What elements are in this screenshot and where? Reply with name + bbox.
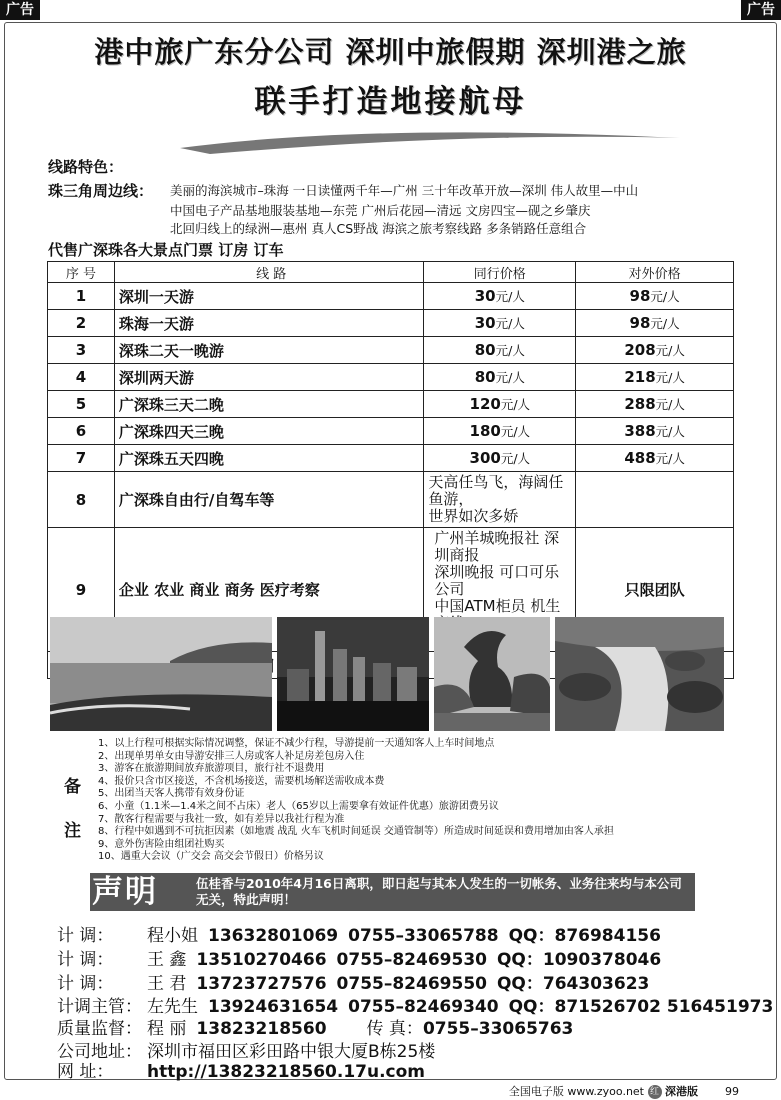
table-row — [48, 310, 734, 337]
contact-row: 计 调： 程小姐 13632801069 0755–33065788 QQ：876984156 — [57, 926, 661, 946]
note-item: 4、报价只含市区接送，不含机场接送，需要机场解送需收成本费 — [98, 775, 385, 787]
row-no: 9 — [48, 528, 115, 652]
row-public-price: 218元/人 — [576, 364, 734, 391]
row-public-price: 208元/人 — [576, 337, 734, 364]
row-note: 广州羊城晚报社 深圳商报 深圳晚报 可口可乐公司 中国ATM柜员 机生 — [424, 528, 576, 652]
declaration-title: 声明 — [92, 874, 158, 910]
headline-companies: 港中旅广东分公司 深圳中旅假期 深圳港之旅 — [94, 35, 687, 69]
address-row: 公司地址： 深圳市福田区彩田路中银大厦B栋25楼 — [57, 1042, 436, 1062]
row-no: 7 — [48, 445, 115, 472]
quality-supervision-row: 质量监督： 程 丽 13823218560 传 真：0755–33065763 — [57, 1019, 574, 1039]
header-peer-price: 同行价格 — [424, 262, 576, 283]
features-label: 珠三角周边线： — [48, 182, 154, 200]
row-route: 企业 农业 商业 商务 医疗考察 — [114, 528, 423, 652]
page-number: 99 — [725, 1085, 739, 1098]
row-peer-price: 30元/人 — [424, 310, 576, 337]
edition-logo-icon: 红 — [648, 1085, 662, 1099]
table-row — [48, 445, 734, 472]
ad-tag-left: 广告 — [0, 0, 40, 20]
note-item: 8、行程中如遇到不可抗拒因素（如地震 战乱 火车飞机时间延误 交通管制等）所造成时间延误和费用增加由客人承担 — [98, 826, 614, 838]
note-item: 5、出团当天客人携带有效身份证 — [98, 788, 245, 800]
headline-swoosh-decoration — [170, 118, 690, 158]
website-row: 网 址： http://13823218560.17u.com — [57, 1062, 426, 1082]
headline-slogan: 联手打造地接航母 — [254, 84, 527, 120]
row-peer-price: 120元/人 — [424, 391, 576, 418]
row-peer-price: 180元/人 — [424, 418, 576, 445]
header-public-price: 对外价格 — [576, 262, 734, 283]
row-route: 广深珠自由行/自驾车等 — [114, 472, 423, 528]
row-route: 深圳一天游 — [114, 283, 423, 310]
row-peer-price: 300元/人 — [424, 445, 576, 472]
row-peer-price: 80元/人 — [424, 364, 576, 391]
row-route: 深珠二天一晚游 — [114, 337, 423, 364]
row-route: 珠海一天游 — [114, 310, 423, 337]
row-route: 广深珠三天二晚 — [114, 391, 423, 418]
row-no: 8 — [48, 472, 115, 528]
website-link[interactable]: http://13823218560.17u.com — [147, 1062, 426, 1082]
row-public-price: 只限团队 — [576, 528, 734, 652]
contact-row: 计 调： 王 君 13723727576 0755–82469550 QQ：764303623 — [57, 974, 650, 994]
row-no: 2 — [48, 310, 115, 337]
row-route: 广深珠五天四晚 — [114, 445, 423, 472]
contact-row: 计调主管： 左先生 13924631654 0755–82469340 QQ：871526702 516451973 — [57, 997, 774, 1017]
contact-row: 计 调： 王 鑫 13510270466 0755–82469530 QQ：1090378046 — [57, 950, 662, 970]
row-no: 1 — [48, 283, 115, 310]
table-row — [48, 283, 734, 310]
note-item: 9、意外伤害险由组团社购买 — [98, 838, 225, 850]
header-no: 序 号 — [48, 262, 115, 283]
table-row — [48, 364, 734, 391]
table-row — [48, 337, 734, 364]
page-footer: 全国电子版 www.zyoo.net 红 深港版 99 — [508, 1085, 739, 1098]
note-item: 7、散客行程需要与我社一致，如有差异以我社行程为准 — [98, 813, 345, 825]
row-note: 天高任鸟飞，海阔任鱼游， 世界如次多娇 — [424, 472, 576, 528]
note-item: 6、小童（1.1米—1.4米之间不占床）老人（65岁以上需要拿有效证件优惠）旅游团费另议 — [98, 800, 499, 812]
agency-services: 代售广深珠各大景点门票 订房 订车 — [48, 241, 284, 259]
note-item: 1、以上行程可根据实际情况调整，保证不减少行程，导游提前一天通知客人上车时间地点 — [98, 738, 495, 749]
notes-mark-2: 注 — [64, 821, 81, 841]
row-public-price: 98元/人 — [576, 310, 734, 337]
city-night-photo — [277, 617, 429, 731]
ad-tag-right: 广告 — [741, 0, 781, 20]
feature-line: 中国电子产品基地服装基地—东莞 广州后花园—清远 文房四宝—砚之乡肇庆 — [170, 203, 591, 218]
declaration-text: 伍桂香与2010年4月16日离职，即日起与其本人发生的一切帐务、业务往来均与本公司无关，特此声明！ — [196, 876, 682, 907]
row-route: 深圳两天游 — [114, 364, 423, 391]
row-no: 3 — [48, 337, 115, 364]
notes-list — [98, 738, 614, 864]
row-peer-price: 80元/人 — [424, 337, 576, 364]
row-public-price — [576, 472, 734, 528]
note-item: 10、遇重大会议（广交会 高交会节假日）价格另议 — [98, 851, 324, 863]
row-no: 5 — [48, 391, 115, 418]
header-route: 线 路 — [114, 262, 423, 283]
features-title: 线路特色： — [48, 158, 124, 176]
row-no: 4 — [48, 364, 115, 391]
feature-line: 北回归线上的绿洲—惠州 真人CS野战 海滨之旅考察线路 多条销路任意组合 — [170, 221, 587, 236]
declaration-box — [90, 873, 695, 911]
row-peer-price: 30元/人 — [424, 283, 576, 310]
table-header-row — [48, 262, 734, 283]
feature-line: 美丽的海滨城市–珠海 一日读懂两千年—广州 三十年改革开放—深圳 伟人故里—中山 — [170, 183, 639, 198]
note-item: 3、游客在旅游期间放弃旅游项目，旅行社不退费用 — [98, 763, 325, 775]
waterfall-photo — [555, 617, 724, 731]
row-route: 广深珠四天三晚 — [114, 418, 423, 445]
row-public-price: 98元/人 — [576, 283, 734, 310]
table-row — [48, 418, 734, 445]
table-row — [48, 472, 734, 528]
table-row — [48, 391, 734, 418]
row-no: 6 — [48, 418, 115, 445]
row-public-price: 488元/人 — [576, 445, 734, 472]
row-public-price: 288元/人 — [576, 391, 734, 418]
note-item: 2、出现单男单女由导游安排三人房或客人补足房差包房入住 — [98, 750, 365, 762]
notes-mark-1: 备 — [64, 777, 81, 797]
row-public-price: 388元/人 — [576, 418, 734, 445]
goat-statue-photo — [434, 617, 550, 731]
scenic-photos — [50, 617, 724, 731]
beach-photo — [50, 617, 272, 731]
